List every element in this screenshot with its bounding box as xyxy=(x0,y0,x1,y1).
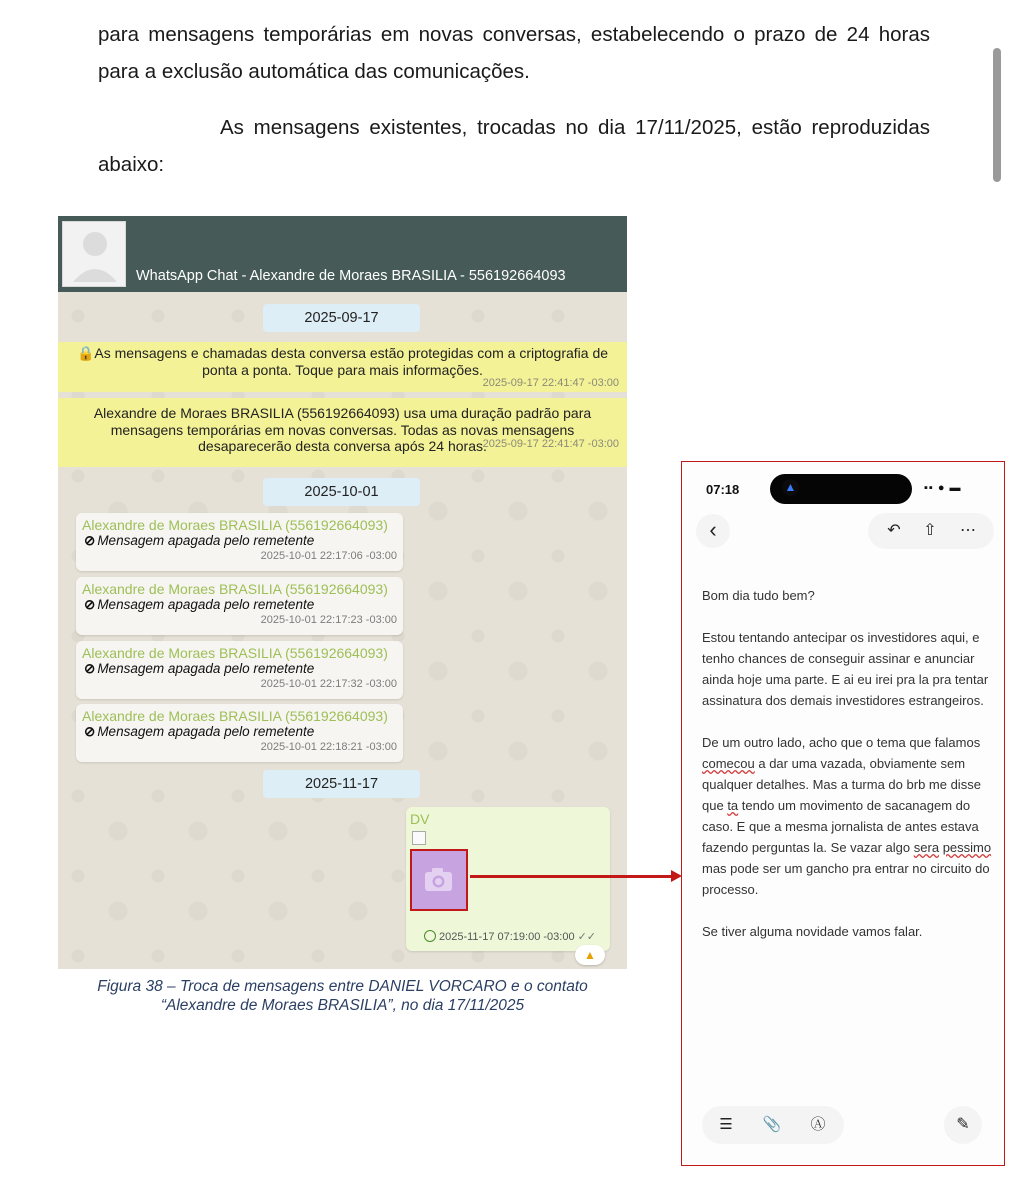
message-time: 2025-10-01 22:17:23 -03:00 xyxy=(260,614,397,626)
message-sender: Alexandre de Moraes BRASILIA (556192664093) xyxy=(82,708,388,724)
status-time: 07:18 xyxy=(706,482,740,497)
note-toolbar xyxy=(702,1106,844,1144)
deleted-icon: ⊘ xyxy=(84,661,96,676)
deleted-message xyxy=(76,577,403,635)
message-time: 2025-10-01 22:17:06 -03:00 xyxy=(260,550,397,562)
deleted-message xyxy=(76,704,403,762)
media-attachment[interactable] xyxy=(410,849,468,911)
message-time: 2025-10-01 22:18:21 -03:00 xyxy=(260,741,397,753)
navigation-arrow-icon: ▲ xyxy=(782,479,799,496)
note-paragraph: De um outro lado, acho que o tema que falamos comecou a dar uma vazada, obviamente sem qualquer detalhes. Mas a turma do brb me disse que ta tendo um movimento de sacanagem do caso. E que a mesma jornalista de antes estava fazendo perguntas la. Se vazar algo sera pessimo mas pode ser um gancho pra entrar no circuito do processo. xyxy=(702,735,992,897)
markup-icon[interactable]: Ⓐ xyxy=(810,1116,826,1133)
avatar xyxy=(62,221,126,287)
read-ticks-icon: ✓✓ xyxy=(577,931,597,943)
misspelled-word: pessimo xyxy=(942,840,992,855)
message-sender: Alexandre de Moraes BRASILIA (556192664093) xyxy=(82,581,388,597)
message-sender: Alexandre de Moraes BRASILIA (556192664093) xyxy=(82,645,388,661)
message-text: ⊘ Mensagem apagada pelo remetente xyxy=(84,724,315,739)
system-message-temporary: Alexandre de Moraes BRASILIA (556192664093) usa uma duração padrão para mensagens temporárias em novas conversas. Todas as novas mensagens desaparecerão desta conversa após 24 horas. 2025-09-17 22:41:47 -03:00 xyxy=(58,398,627,467)
paragraph-1: para mensagens temporárias em novas conversas, estabelecendo o prazo de 24 horas para a exclusão automática das comunicações. xyxy=(98,23,930,83)
arrow-line xyxy=(470,875,672,878)
deleted-message xyxy=(76,641,403,699)
phone-screenshot xyxy=(681,461,1005,1166)
note-paragraph: Bom dia tudo bem? xyxy=(702,588,815,603)
date-separator: 2025-10-01 xyxy=(263,478,420,506)
timer-icon xyxy=(424,930,436,942)
misspelled-word: ta xyxy=(727,798,739,813)
message-time: 2025-09-17 22:41:47 -03:00 xyxy=(482,377,619,389)
attachment-icon[interactable]: 📎 xyxy=(762,1116,782,1133)
outgoing-message xyxy=(406,807,610,951)
thumbs-up-icon[interactable]: ▲ xyxy=(575,945,605,965)
message-text: ⊘ Mensagem apagada pelo remetente xyxy=(84,661,315,676)
deleted-icon: ⊘ xyxy=(84,724,96,739)
figure-caption: Figura 38 – Troca de mensagens entre DANIEL VORCARO e o contato “Alexandre de Moraes BRASILIA”, no dia 17/11/2025 xyxy=(97,978,588,1014)
misspelled-word: comecou xyxy=(702,756,755,771)
select-checkbox[interactable] xyxy=(412,831,426,845)
undo-icon[interactable]: ↶ xyxy=(887,522,901,539)
misspelled-word: sera xyxy=(913,840,940,855)
note-body xyxy=(702,585,994,963)
more-options-icon[interactable]: ⋯ xyxy=(960,522,976,539)
whatsapp-figure xyxy=(58,216,627,969)
compose-button[interactable]: ✎ xyxy=(944,1106,982,1144)
share-icon[interactable]: ⇧ xyxy=(923,522,937,539)
scrollbar[interactable] xyxy=(993,48,1001,182)
dynamic-island xyxy=(770,474,912,504)
chat-title: WhatsApp Chat - Alexandre de Moraes BRASILIA - 556192664093 xyxy=(136,268,566,284)
chat-header xyxy=(58,216,627,292)
system-message-encryption: 🔒As mensagens e chamadas desta conversa estão protegidas com a criptografia de ponta a ponta. Toque para mais informações. 2025-09-17 22:41:47 -03:00 xyxy=(58,342,627,392)
message-sender: DV xyxy=(410,811,430,827)
camera-icon xyxy=(412,851,465,908)
date-separator: 2025-11-17 xyxy=(263,770,420,798)
message-text: ⊘ Mensagem apagada pelo remetente xyxy=(84,533,315,548)
message-time: 2025-09-17 22:41:47 -03:00 xyxy=(482,438,619,450)
signal-wifi-battery-icons: ▪▪ ● ▬ xyxy=(924,482,962,494)
deleted-icon: ⊘ xyxy=(84,597,96,612)
deleted-message xyxy=(76,513,403,571)
message-time: 2025-11-17 07:19:00 -03:00 ✓✓ xyxy=(424,930,596,943)
date-separator: 2025-09-17 xyxy=(263,304,420,332)
message-text: ⊘ Mensagem apagada pelo remetente xyxy=(84,597,315,612)
back-button[interactable]: ‹ xyxy=(696,514,730,548)
note-paragraph: Se tiver alguma novidade vamos falar. xyxy=(702,924,923,939)
action-group xyxy=(868,513,994,549)
message-sender: Alexandre de Moraes BRASILIA (556192664093) xyxy=(82,517,388,533)
deleted-icon: ⊘ xyxy=(84,533,96,548)
lock-icon: 🔒 xyxy=(76,345,95,361)
checklist-icon[interactable]: ☰ xyxy=(719,1116,733,1133)
avatar-placeholder-icon xyxy=(63,222,127,288)
message-time: 2025-10-01 22:17:32 -03:00 xyxy=(260,678,397,690)
note-paragraph: Estou tentando antecipar os investidores aqui, e tenho chances de conseguir assinar e anunciar ainda hoje uma parte. E ai eu irei pra la pra tentar assinatura dos demais investidores estrangeiros. xyxy=(702,630,989,708)
paragraph-2: As mensagens existentes, trocadas no dia 17/11/2025, estão reproduzidas abaixo: xyxy=(98,116,930,176)
